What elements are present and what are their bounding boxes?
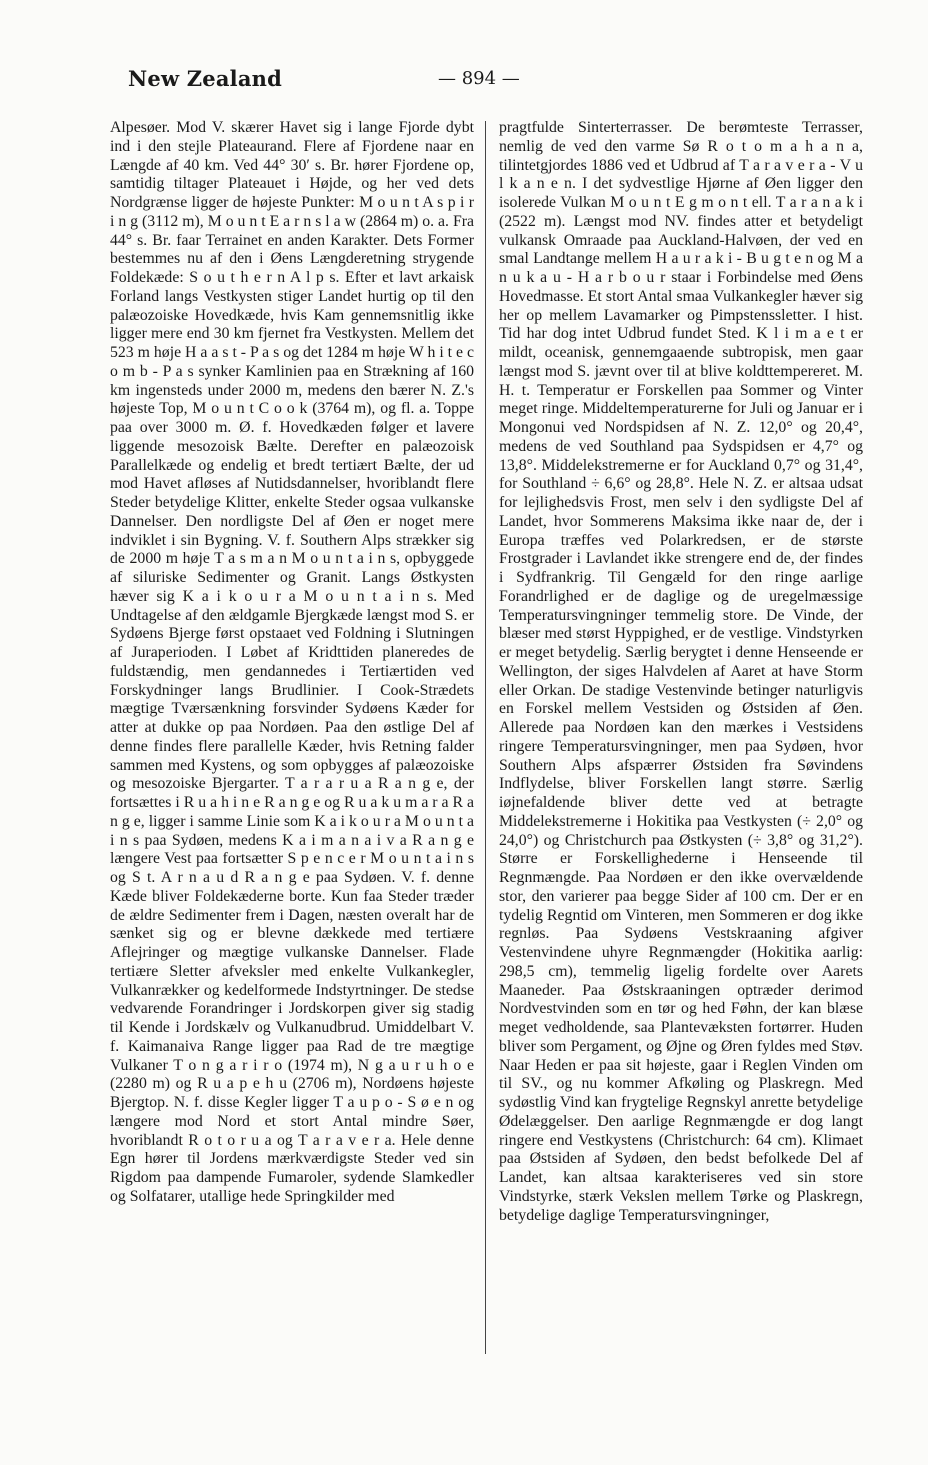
left-column <box>110 119 474 1207</box>
right-column <box>499 119 863 1225</box>
running-header-title: New Zealand <box>128 66 282 91</box>
left-column-text: Alpesøer. Mod V. skærer Havet sig i lange Fjorde dybt ind i den stejle Plateaurand. Flere af Fjordene naar en Længde af 40 km. Ved 44° 30′ s. Br. hører Fjordene op, samtidig tiltager Plateauet i Højde, og her ved dets Nordgrænse ligger de højeste Punkter: M o u n t A s p i r i n g (3112 m), M o u n t E a r n s l a w (2864 m) o. a. Fra 44° s. Br. faar Terrainet en anden Karakter. Dets Former bestemmes nu af den i Øens Længderetning strygende Foldekæde: S o u t h e r n A l p s. Efter et lavt arkaisk Forland langs Vestkysten stiger Landet hurtig op til den palæozoiske Hovedkæde, hvis Kam gennemsnitlig ikke ligger mere end 30 km fjernet fra Vestkysten. Mellem det 523 m høje H a a s t - P a s og det 1284 m høje W h i t e c o m b - P a s synker Kamlinien paa en Strækning af 160 km ingensteds under 2000 m, medens den bærer N. Z.'s højeste Top, M o u n t C o o k (3764 m), og fl. a. Toppe paa over 3000 m. Ø. f. Hovedkæden følger et lavere liggende mesozoisk Bælte. Derefter en palæozoisk Parallelkæde og endelig et bredt tertiært Bælte, der ud mod Havet afløses af Nutidsdannelser, hvoriblandt flere Steder betydelige Klitter, enkelte Steder ogsaa vulkanske Dannelser. Den nordligste Del af Øen er noget mere indviklet i sin Bygning. V. f. Southern Alps strækker sig de 2000 m høje T a s m a n M o u n t a i n s, opbyggede af siluriske Sedimenter og Granit. Langs Østkysten hæver sig K a i k o u r a M o u n t a i n s. Med Undtagelse af den ældgamle Bjergkæde længst mod S. er Sydøens Bjerge først opstaaet ved Foldning i Slutningen af Juraperioden. I Løbet af Kridttiden planeredes de fuldstændig, men gendannedes i Tertiærtiden ved Forskydninger langs Brudlinier. I Cook-Strædets mægtige Tværsænkning forsvinder Sydøens Kæder for atter at dukke op paa Nordøen. Paa den østlige Del af denne findes flere parallelle Kæder, hvis Retning falder sammen med Kystens, og som opbygges af palæozoiske og mesozoiske Bjergarter. T a r a r u a R a n g e, der fortsættes i R u a h i n e R a n g e og R u a k u m a r a R a n g e, ligger i samme Linie som K a i k o u r a M o u n t a i n s paa Sydøen, medens K a i m a n a i v a R a n g e længere Vest paa fortsætter S p e n c e r M o u n t a i n s og S t. A r n a u d R a n g e paa Sydøen. V. f. denne Kæde bliver Foldekæderne borte. Kun faa Steder træder de ældre Sedimenter frem i Dagen, næsten overalt har de sænket sig og er blevne dækkede med tertiære Aflejringer og mægtige vulkanske Dannelser. Flade tertiære Sletter afveksler med enkelte Vulkankegler, Vulkanrækker og kedelformede Indstyrtninger. De stedse vedvarende Forandringer i Jordskorpen giver sig stadig til Kende i Jordskælv og Vulkanudbrud. Umiddelbart V. f. Kaimanaiva Range ligger paa Rad de tre mægtige Vulkaner T o n g a r i r o (1974 m), N g a u r u h o e (2280 m) og R u a p e h u (2706 m), Nordøens højeste Bjergtop. N. f. disse Kegler ligger T a u p o - S ø e n og længere mod Nord et stort Antal mindre Søer, hvoriblandt R o t o r u a og T a r a v e r a. Hele denne Egn hører til Jordens mærkværdigste Steder ved sin Rigdom paa dampende Fumaroler, sydende Slamkedler og Solfatarer, utallige hede Springkilder med <box>110 119 475 1205</box>
column-divider <box>485 121 486 1354</box>
page-number: — 894 — <box>438 68 520 89</box>
right-column-text: pragtfulde Sinterterrasser. De berømteste Terrasser, nemlig de ved den varme Sø R o t o m a h a n a, tilintetgjordes 1886 ved et Udbrud af T a r a v e r a - V u l k a n e n. I det sydvestlige Hjørne af Øen ligger den isolerede Vulkan M o u n t E g m o n t ell. T a r a n a k i (2522 m). Længst mod NV. findes atter et betydeligt vulkansk Omraade paa Auckland-Halvøen, der ved en smal Landtange mellem H a u r a k i - B u g t e n og M a n u k a u - H a r b o u r staar i Forbindelse med Øens Hovedmasse. Et stort Antal smaa Vulkankegler hæver sig her op mellem Lavamarker og Pimpstenssletter. I hist. Tid har dog intet Udbrud fundet Sted. K l i m a e t er mildt, oceanisk, gennemgaaende subtropisk, men gaar længst mod S. jævnt over til at blive koldttempereret. M. H. t. Temperatur er Forskellen paa Sommer og Vinter meget ringe. Middeltemperaturerne for Juli og Januar er i Mongonui ved Nordspidsen af N. Z. 12,0° og 20,4°, medens de ved Southland paa Sydspidsen er 4,7° og 13,8°. Middelekstremerne er for Auckland 0,7° og 31,4°, for Southland ÷ 6,6° og 28,8°. Hele N. Z. er altsaa udsat for lejlighedsvis Frost, men selv i den sydligste Del af Landet, hvor Sommerens Maksima ikke naar de, der i Europa træffes ved Polarkredsen, er de største Frostgrader i Lavlandet ikke strengere end de, der findes i Sydfrankrig. Til Gengæld for den ringe aarlige Forandrlighed er de daglige og de uregelmæssige Temperatursvingninger temmelig store. De Vinde, der blæser med størst Hyppighed, er de vestlige. Vindstyrken er meget betydelig. Særlig berygtet i denne Henseende er Wellington, der siges Halvdelen af Aaret at have Storm eller Orkan. De stadige Vestenvinde betinger naturligvis en Forskel mellem Vestsiden og Østsiden af Øen. Allerede paa Nordøen kan den mærkes i Vestsidens ringere Temperatursvingninger, men paa Sydøen, hvor Southern Alps afspærrer Østsiden fra Søvindens Indflydelse, bliver Forskellen langt større. Særlig iøjnefaldende bliver dette ved at betragte Middelekstremerne i Hokitika paa Vestkysten (÷ 2,0° og 24,0°) og Christchurch paa Østkysten (÷ 3,8° og 31,2°). Større er Forskellighederne i Henseende til Regnmængde. Paa Nordøen er den ikke overvældende stor, den varierer paa begge Sider af 100 cm. Der er en tydelig Regntid om Vinteren, men Sommeren er dog ikke regnløs. Paa Sydøens Vestskraaning afgiver Vestenvindene uhyre Regnmængder (Hokitika aarlig: 298,5 cm), temmelig ligelig fordelte over Aarets Maaneder. Paa Østskraaningen optræder derimod Nordvestvinden som en tør og hed Føhn, der kan blæse meget vedholdende, saa Plantevæksten fortørrer. Huden bliver som Pergament, og Øjne og Øren fyldes med Støv. Naar Heden er paa sit højeste, gaar i Reglen Vinden om til SV., og nu kommer Afkøling og Plaskregn. Med sydøstlig Vind kan frygtelige Regnskyl anrette betydelige Ødelæggelser. Den aarlige Regnmængde er dog langt ringere end Vestkystens (Christchurch: 64 cm). Klimaet paa Østsiden af Sydøen, den bedst befolkede Del af Landet, kan altsaa karakteriseres ved sin store Vindstyrke, stærk Vekslen mellem Tørke og Plaskregn, betydelige daglige Temperatursvingninger, <box>499 119 863 1224</box>
